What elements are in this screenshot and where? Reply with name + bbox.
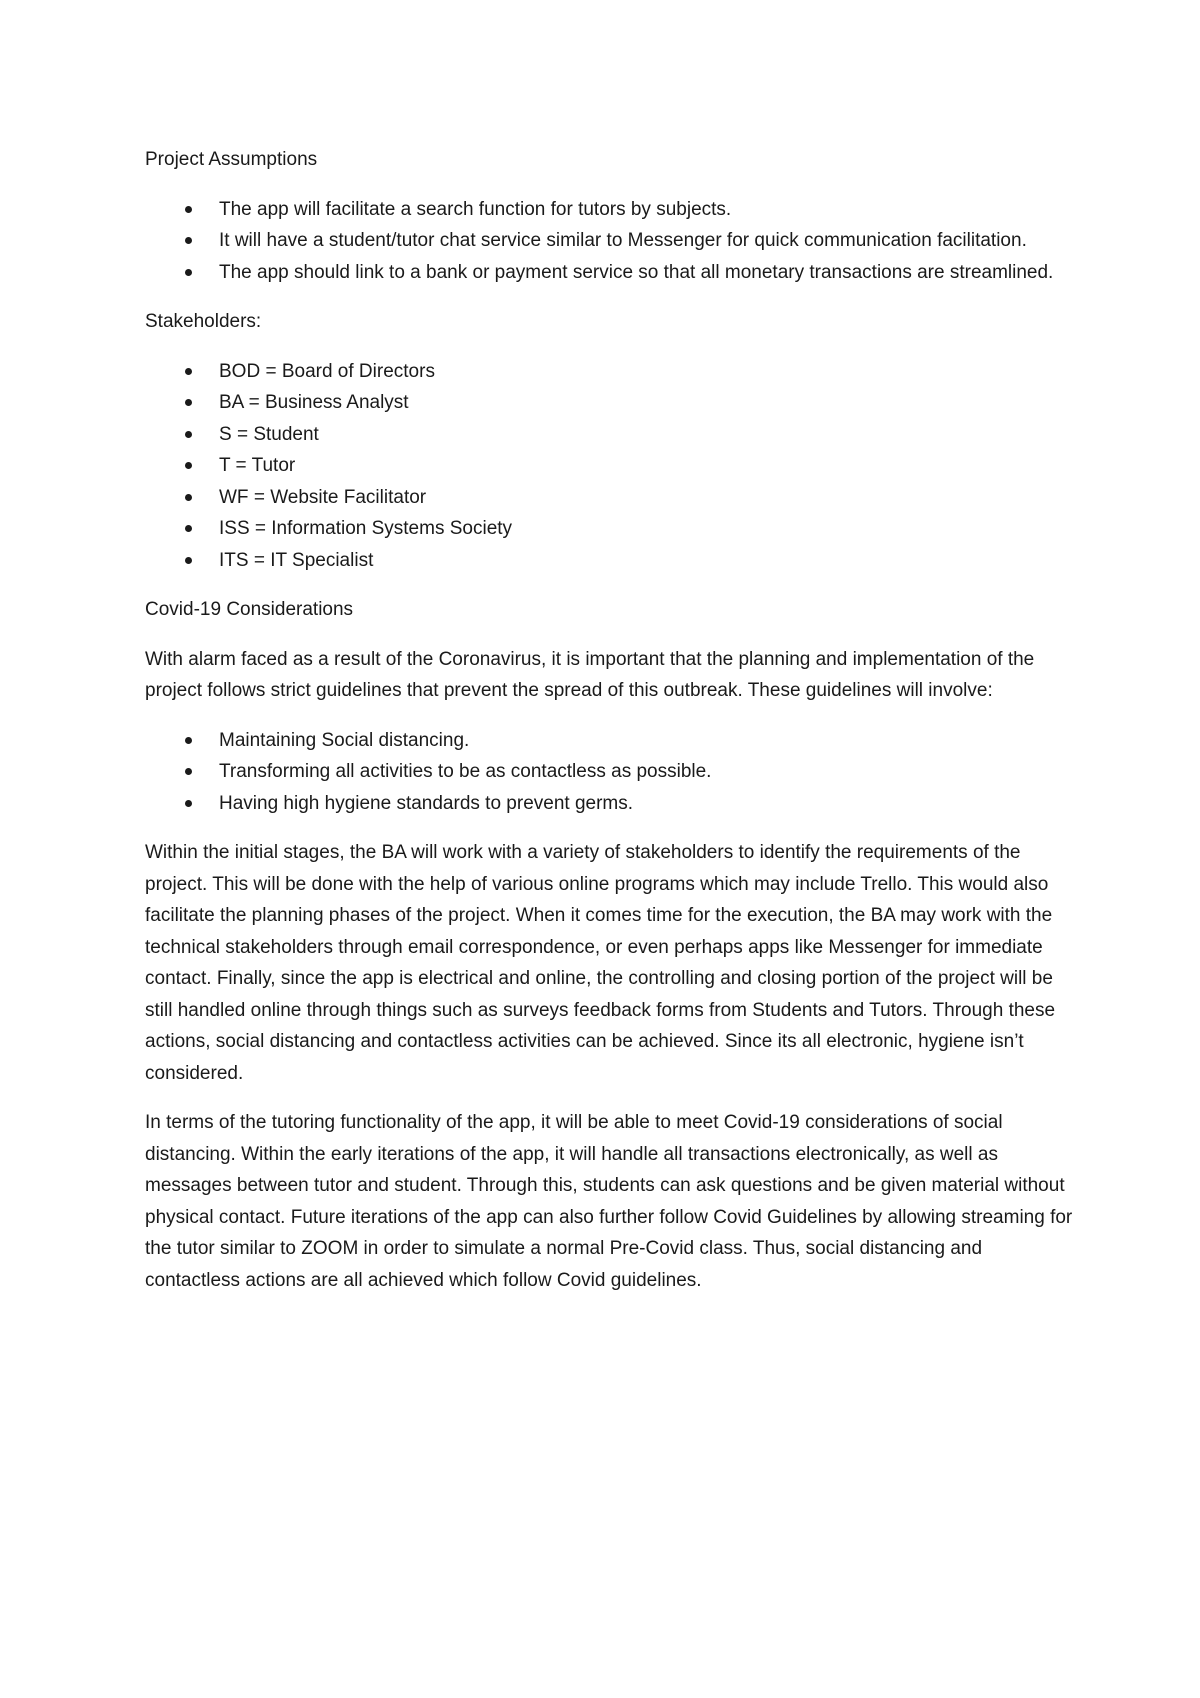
covid-heading: Covid-19 Considerations [145, 599, 354, 620]
list-item: Having high hygiene standards to prevent germs. [145, 788, 1075, 820]
list-item: WF = Website Facilitator [145, 482, 1075, 514]
document-body [145, 144, 1075, 1314]
list-item: Maintaining Social distancing. [145, 725, 1075, 757]
functionality-paragraph: In terms of the tutoring functionality of the app, it will be able to meet Covid-19 considerations of social distancing. Within the early iterations of the app, it will handle all transactions electronically, as well as messages between tutor and student. Through this, students can ask questions and be given material without physical contact. Future iterations of the app can also further follow Covid Guidelines by allowing streaming for the tutor similar to ZOOM in order to simulate a normal Pre-Covid class. Thus, social distancing and contactless actions are all achieved which follow Covid guidelines. [145, 1112, 1073, 1291]
stakeholders-list [145, 356, 1075, 577]
covid-intro-paragraph: With alarm faced as a result of the Coronavirus, it is important that the planning and implementation of the project follows strict guidelines that prevent the spread of this outbreak. These guidelines will involve: [145, 648, 1035, 701]
list-item: BOD = Board of Directors [145, 356, 1075, 388]
list-item: It will have a student/tutor chat service similar to Messenger for quick communication facilitation. [145, 225, 1075, 257]
assumptions-heading: Project Assumptions [145, 149, 318, 170]
execution-paragraph: Within the initial stages, the BA will work with a variety of stakeholders to identify the requirements of the project. This will be done with the help of various online programs which may include Trello. This would also facilitate the planning phases of the project. When it comes time for the execution, the BA may work with the technical stakeholders through email correspondence, or even perhaps apps like Messenger for immediate contact. Finally, since the app is electrical and online, the controlling and closing portion of the project will be still handled online through things such as surveys feedback forms from Students and Tutors. Through these actions, social distancing and contactless activities can be achieved. Since its all electronic, hygiene isn’t considered. [145, 842, 1056, 1084]
list-item: Transforming all activities to be as contactless as possible. [145, 756, 1075, 788]
guidelines-list [145, 725, 1075, 820]
list-item: ISS = Information Systems Society [145, 513, 1075, 545]
stakeholders-heading: Stakeholders: [145, 311, 262, 332]
list-item: ITS = IT Specialist [145, 545, 1075, 577]
list-item: BA = Business Analyst [145, 387, 1075, 419]
list-item: The app will facilitate a search function for tutors by subjects. [145, 194, 1075, 226]
list-item: T = Tutor [145, 450, 1075, 482]
list-item: S = Student [145, 419, 1075, 451]
list-item: The app should link to a bank or payment service so that all monetary transactions are streamlined. [145, 257, 1075, 289]
assumptions-list [145, 194, 1075, 289]
